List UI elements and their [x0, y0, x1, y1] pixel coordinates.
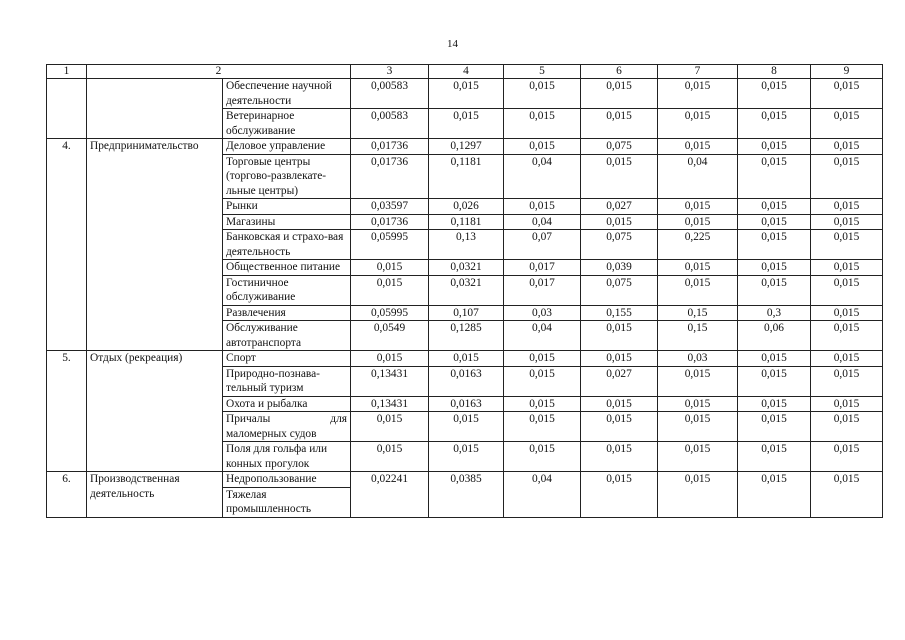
subcategory-cell: Недропользование — [223, 472, 351, 488]
value-cell: 0,015 — [581, 472, 658, 518]
table-header — [47, 65, 883, 79]
value-cell: 0,05995 — [351, 305, 429, 321]
value-cell: 0,015 — [351, 412, 429, 442]
value-cell: 0,015 — [738, 260, 811, 276]
value-cell: 0,015 — [429, 109, 504, 139]
subcategory-cell: Природно-познава-тельный туризм — [223, 366, 351, 396]
value-cell: 0,04 — [504, 472, 581, 518]
header-cell: 3 — [351, 65, 429, 79]
header-cell: 4 — [429, 65, 504, 79]
value-cell: 0,015 — [811, 305, 883, 321]
value-cell: 0,03 — [504, 305, 581, 321]
value-cell: 0,015 — [738, 79, 811, 109]
value-cell: 0,015 — [351, 351, 429, 367]
value-cell: 0,015 — [581, 321, 658, 351]
group-index: 5. — [47, 351, 87, 472]
coefficients-table — [46, 64, 883, 518]
value-cell: 0,015 — [738, 275, 811, 305]
value-cell: 0,015 — [811, 199, 883, 215]
value-cell: 0,015 — [738, 214, 811, 230]
value-cell: 0,015 — [429, 79, 504, 109]
header-cell: 5 — [504, 65, 581, 79]
value-cell: 0,015 — [504, 199, 581, 215]
subcategory-cell: Развлечения — [223, 305, 351, 321]
subcategory-cell: Торговые центры (торгово-развлекате-льные центры) — [223, 154, 351, 199]
header-cell: 7 — [658, 65, 738, 79]
value-cell: 0,015 — [738, 139, 811, 155]
value-cell: 0,015 — [504, 351, 581, 367]
value-cell: 0,015 — [738, 199, 811, 215]
value-cell: 0,015 — [738, 154, 811, 199]
value-cell: 0,03597 — [351, 199, 429, 215]
group-index — [47, 79, 87, 139]
value-cell: 0,15 — [658, 305, 738, 321]
subcategory-cell: Спорт — [223, 351, 351, 367]
value-cell: 0,13 — [429, 230, 504, 260]
group-category: Производственная деятельность — [87, 472, 223, 518]
header-cell: 1 — [47, 65, 87, 79]
header-cell: 9 — [811, 65, 883, 79]
value-cell: 0,0163 — [429, 366, 504, 396]
value-cell: 0,015 — [811, 412, 883, 442]
value-cell: 0,015 — [811, 321, 883, 351]
value-cell: 0,015 — [738, 230, 811, 260]
value-cell: 0,01736 — [351, 139, 429, 155]
value-cell: 0,1285 — [429, 321, 504, 351]
table-row — [47, 351, 883, 367]
value-cell: 0,015 — [811, 79, 883, 109]
value-cell: 0,015 — [351, 275, 429, 305]
value-cell: 0,01736 — [351, 154, 429, 199]
subcategory-cell: Гостиничное обслуживание — [223, 275, 351, 305]
value-cell: 0,00583 — [351, 109, 429, 139]
value-cell: 0,00583 — [351, 79, 429, 109]
subcategory-cell: Рынки — [223, 199, 351, 215]
subcategory-cell: Общественное питание — [223, 260, 351, 276]
value-cell: 0,015 — [658, 472, 738, 518]
value-cell: 0,015 — [738, 109, 811, 139]
value-cell: 0,07 — [504, 230, 581, 260]
value-cell: 0,039 — [581, 260, 658, 276]
group-category — [87, 79, 223, 139]
subcategory-word: для — [330, 413, 348, 425]
value-cell: 0,075 — [581, 230, 658, 260]
table-row — [47, 79, 883, 109]
value-cell: 0,13431 — [351, 366, 429, 396]
value-cell: 0,015 — [351, 260, 429, 276]
value-cell: 0,015 — [811, 366, 883, 396]
subcategory-cell: Деловое управление — [223, 139, 351, 155]
value-cell: 0,107 — [429, 305, 504, 321]
subcategory-cell: Магазины — [223, 214, 351, 230]
value-cell: 0,05995 — [351, 230, 429, 260]
value-cell: 0,015 — [738, 442, 811, 472]
subcategory-justified-line — [226, 412, 347, 427]
value-cell: 0,015 — [738, 412, 811, 442]
value-cell: 0,015 — [811, 139, 883, 155]
subcategory-cell: Обеспечение научной деятельности — [223, 79, 351, 109]
value-cell: 0,015 — [811, 109, 883, 139]
subcategory-cell: Банковская и страхо-вая деятельность — [223, 230, 351, 260]
value-cell: 0,04 — [658, 154, 738, 199]
value-cell: 0,015 — [581, 442, 658, 472]
value-cell: 0,015 — [429, 412, 504, 442]
value-cell: 0,015 — [811, 260, 883, 276]
value-cell: 0,015 — [658, 139, 738, 155]
value-cell: 0,027 — [581, 199, 658, 215]
value-cell: 0,03 — [658, 351, 738, 367]
value-cell: 0,0321 — [429, 260, 504, 276]
subcategory-cell: Охота и рыбалка — [223, 396, 351, 412]
page-number: 14 — [447, 38, 458, 50]
value-cell: 0,015 — [738, 472, 811, 518]
value-cell: 0,015 — [504, 139, 581, 155]
value-cell: 0,015 — [658, 109, 738, 139]
value-cell: 0,015 — [504, 412, 581, 442]
value-cell: 0,015 — [504, 396, 581, 412]
subcategory-cell: Обслуживание автотранспорта — [223, 321, 351, 351]
value-cell: 0,015 — [738, 351, 811, 367]
value-cell: 0,015 — [811, 472, 883, 518]
subcategory-cell — [223, 412, 351, 442]
value-cell: 0,04 — [504, 154, 581, 199]
value-cell: 0,075 — [581, 275, 658, 305]
value-cell: 0,3 — [738, 305, 811, 321]
value-cell: 0,225 — [658, 230, 738, 260]
value-cell: 0,017 — [504, 275, 581, 305]
value-cell: 0,015 — [811, 154, 883, 199]
value-cell: 0,015 — [581, 109, 658, 139]
value-cell: 0,015 — [429, 442, 504, 472]
value-cell: 0,015 — [658, 79, 738, 109]
subcategory-cell: Поля для гольфа или конных прогулок — [223, 442, 351, 472]
group-category: Предпринимательство — [87, 139, 223, 351]
table-row — [47, 139, 883, 155]
subcategory-cell: Тяжелая промышленность — [223, 487, 351, 517]
value-cell: 0,02241 — [351, 472, 429, 518]
header-cell: 8 — [738, 65, 811, 79]
value-cell: 0,155 — [581, 305, 658, 321]
value-cell: 0,015 — [738, 396, 811, 412]
value-cell: 0,075 — [581, 139, 658, 155]
value-cell: 0,015 — [658, 366, 738, 396]
value-cell: 0,015 — [811, 351, 883, 367]
value-cell: 0,1181 — [429, 214, 504, 230]
subcategory-word: Причалы — [226, 413, 271, 425]
value-cell: 0,015 — [581, 79, 658, 109]
value-cell: 0,015 — [504, 366, 581, 396]
value-cell: 0,1297 — [429, 139, 504, 155]
value-cell: 0,015 — [504, 79, 581, 109]
value-cell: 0,015 — [658, 260, 738, 276]
value-cell: 0,0163 — [429, 396, 504, 412]
value-cell: 0,015 — [658, 412, 738, 442]
value-cell: 0,015 — [811, 442, 883, 472]
value-cell: 0,017 — [504, 260, 581, 276]
group-index: 4. — [47, 139, 87, 351]
value-cell: 0,015 — [581, 412, 658, 442]
value-cell: 0,015 — [504, 109, 581, 139]
value-cell: 0,015 — [811, 275, 883, 305]
value-cell: 0,0549 — [351, 321, 429, 351]
value-cell: 0,015 — [581, 214, 658, 230]
value-cell: 0,015 — [581, 351, 658, 367]
value-cell: 0,026 — [429, 199, 504, 215]
header-cell: 2 — [87, 65, 351, 79]
value-cell: 0,015 — [658, 214, 738, 230]
header-cell: 6 — [581, 65, 658, 79]
value-cell: 0,15 — [658, 321, 738, 351]
group-category: Отдых (рекреация) — [87, 351, 223, 472]
value-cell: 0,015 — [738, 366, 811, 396]
subcategory-cell: Ветеринарное обслуживание — [223, 109, 351, 139]
value-cell: 0,015 — [811, 214, 883, 230]
table-row — [47, 472, 883, 488]
value-cell: 0,0385 — [429, 472, 504, 518]
value-cell: 0,015 — [811, 230, 883, 260]
value-cell: 0,1181 — [429, 154, 504, 199]
value-cell: 0,015 — [429, 351, 504, 367]
value-cell: 0,04 — [504, 214, 581, 230]
value-cell: 0,0321 — [429, 275, 504, 305]
value-cell: 0,015 — [581, 396, 658, 412]
value-cell: 0,06 — [738, 321, 811, 351]
value-cell: 0,015 — [504, 442, 581, 472]
value-cell: 0,04 — [504, 321, 581, 351]
value-cell: 0,015 — [811, 396, 883, 412]
subcategory-line: маломерных судов — [226, 427, 317, 440]
value-cell: 0,015 — [351, 442, 429, 472]
value-cell: 0,015 — [658, 396, 738, 412]
value-cell: 0,01736 — [351, 214, 429, 230]
value-cell: 0,015 — [658, 199, 738, 215]
value-cell: 0,13431 — [351, 396, 429, 412]
value-cell: 0,015 — [658, 275, 738, 305]
group-index: 6. — [47, 472, 87, 518]
value-cell: 0,027 — [581, 366, 658, 396]
value-cell: 0,015 — [581, 154, 658, 199]
value-cell: 0,015 — [658, 442, 738, 472]
